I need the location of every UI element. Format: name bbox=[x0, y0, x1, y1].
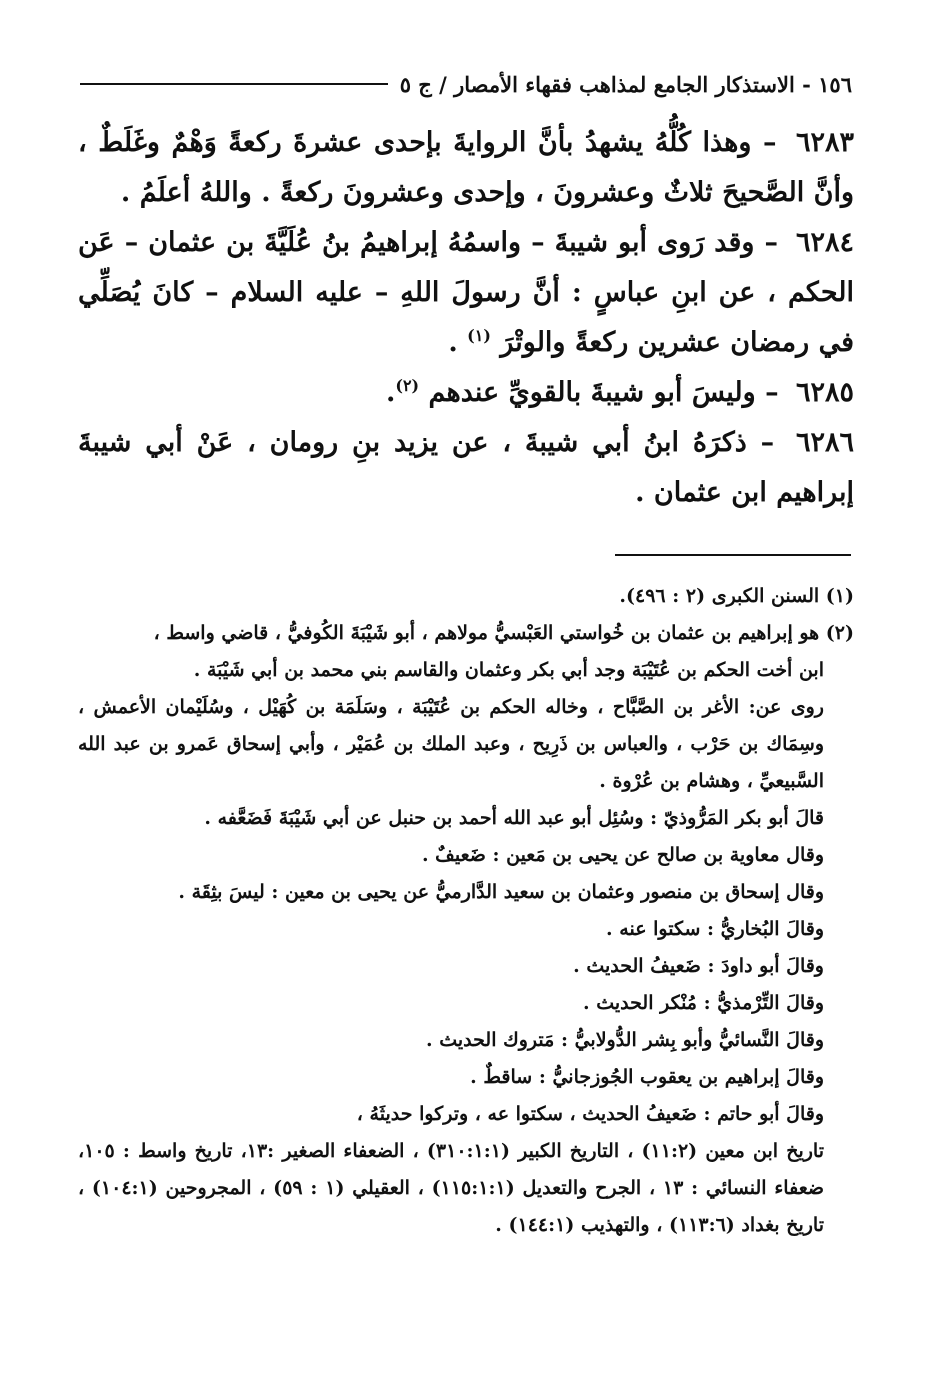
footnote-1: (١) السنن الكبرى (٢ : ٤٩٦). bbox=[619, 585, 854, 607]
paragraph-text: – ذكرَهُ ابنُ أبي شيبةَ ، عن يزيد بنِ رومان ، عَنْ أبي شيبةَ إبراهيم ابن عثمان . bbox=[78, 427, 854, 508]
footnote-2-references: تاريخ ابن معين (١١:٢) ، التاريخ الكبير (٣١٠:١:١) ، الضعفاء الصغير :١٣، تاريخ واسط : ١٠٥، ضعفاء النسائي : ١٣ ، الجرح والتعديل (١١٥:١:١) ، العقيلي (١ : ٥٩) ، المجروحين (١٠٤:١) ، تاريخ بغداد (١١٣:٦) ، والتهذيب (١٤٤:١) . bbox=[78, 1140, 824, 1236]
footnote-2-line: وقالَ البُخاريُّ : سكتوا عنه . bbox=[606, 918, 824, 940]
paragraph-text: – وقد رَوى أبو شيبةَ – واسمُهُ إبراهيمُ بنُ عُلَيَّةَ بن عثمان – عَن الحكم ، عن ابنِ عباسٍ : أنَّ رسولَ اللهِ – عليه السلام – كانَ يُصَلِّي في رمضان عشرين ركعةً والوتْرَ bbox=[78, 227, 854, 358]
paragraph-end: . bbox=[385, 377, 396, 408]
paragraph-number: ٦٢٨٤ bbox=[795, 227, 854, 258]
footnote-2-line: روى عن: الأغر بن الصَّبَّاح ، وخاله الحكم بن عُتَيْبَة ، وسَلَمَة بن كُهَيْل ، وسُلَيْمان الأعمش ، وسِمَاك بن حَرْب ، والعباس بن ذَرِيح ، وعبد الملك بن عُمَيْر ، وأبي إسحاق عَمرو بن عبد الله السَّبيعيِّ ، وهشام بن عُرْوة . bbox=[78, 696, 824, 792]
footnote-2-line: وقالَ أبو حاتم : ضَعيفُ الحديث ، سكتوا عه ، وتركوا حديثَهُ ، bbox=[356, 1103, 824, 1125]
footnote-separator bbox=[615, 554, 851, 556]
footnote-ref[interactable]: (١) bbox=[467, 326, 491, 345]
paragraph-6286 bbox=[78, 418, 854, 518]
paragraph-text: – وهذا كُلُّهُ يشهدُ بأنَّ الروايةَ بإحدى عشرةَ ركعةً وَهْمٌ وغَلَطٌ ، وأنَّ الصَّحيحَ ثلاثٌ وعشرونَ ، وإحدى وعشرونَ ركعةً . واللهُ أعلَمُ . bbox=[78, 127, 854, 208]
paragraph-number: ٦٢٨٥ bbox=[795, 377, 854, 408]
footnote-2-line: ابن أخت الحكم بن عُتَيْبَة وجد أبي بكر وعثمان والقاسم بني محمد بن أبي شَيْبَة . bbox=[193, 659, 824, 681]
footnotes bbox=[78, 578, 854, 1244]
footnote-2-line: وقال إسحاق بن منصور وعثمان بن سعيد الدَّارميُّ عن يحيى بن معين : ليسَ بثِقَة . bbox=[178, 881, 824, 903]
header-rule bbox=[80, 83, 388, 85]
footnote-2-line: قالَ أبو بكر المَرُّوذيّ : وسُئِل أبو عبد الله أحمد بن حنبل عن أبي شَيْبَةَ فَضَعَّفه . bbox=[204, 807, 824, 829]
paragraph-6284 bbox=[78, 218, 854, 368]
footnote-2-line: وقالَ إبراهيم بن يعقوب الجُوزجانيُّ : ساقطٌ . bbox=[470, 1066, 824, 1088]
footnote-ref[interactable]: (٢) bbox=[395, 376, 420, 395]
running-title: ١٥٦ - الاستذكار الجامع لمذاهب فقهاء الأمصار / ج ٥ bbox=[399, 71, 852, 97]
paragraph-number: ٦٢٨٣ bbox=[795, 127, 854, 158]
footnote-2-line: وقالَ أبو داودَ : ضَعيفُ الحديث . bbox=[573, 955, 824, 977]
footnote-2-line: وقالَ النَّسائيُّ وأبو بِشر الدُّولابيُّ : مَتروك الحديث . bbox=[426, 1029, 824, 1051]
paragraph-text: – وليسَ أبو شيبةَ بالقويِّ عندهم bbox=[428, 377, 779, 408]
footnote-2-line: (٢) هو إبراهيم بن عثمان بن خُواستي العَبْسيُّ مولاهم ، أبو شَيْبَةَ الكُوفيُّ ، قاضي واسط ، bbox=[153, 622, 854, 644]
footnote-2-line: وقالَ التِّرْمذيُّ : مُنْكر الحديث . bbox=[583, 992, 824, 1014]
paragraph-6283 bbox=[78, 118, 854, 218]
paragraph-end: . bbox=[448, 327, 468, 358]
footnote-2-line: وقال معاوية بن صالح عن يحيى بن مَعين : ضَعيفٌ . bbox=[421, 844, 824, 866]
paragraph-number: ٦٢٨٦ bbox=[795, 427, 854, 458]
main-text bbox=[78, 118, 854, 518]
paragraph-6285 bbox=[78, 368, 854, 418]
running-header bbox=[80, 62, 852, 106]
